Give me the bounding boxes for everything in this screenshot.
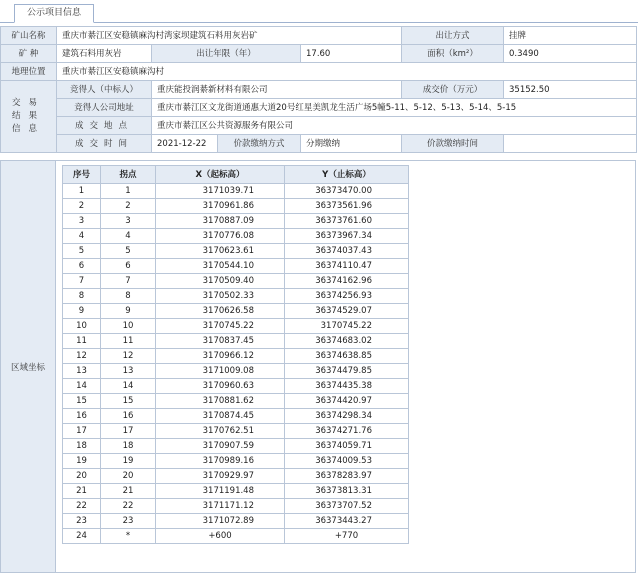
point-cell: 16 bbox=[101, 409, 156, 424]
term-label: 出让年限（年） bbox=[152, 45, 301, 63]
x-cell: 3170966.12 bbox=[156, 349, 285, 364]
table-row bbox=[63, 229, 409, 244]
table-row bbox=[63, 439, 409, 454]
row-location bbox=[1, 63, 637, 81]
y-cell: 36373707.52 bbox=[285, 499, 409, 514]
seq-cell: 24 bbox=[63, 529, 101, 544]
seq-cell: 10 bbox=[63, 319, 101, 334]
x-cell: 3171039.71 bbox=[156, 184, 285, 199]
mineral-value: 建筑石料用灰岩 bbox=[57, 45, 152, 63]
seq-cell: 9 bbox=[63, 304, 101, 319]
seq-cell: 12 bbox=[63, 349, 101, 364]
coordinates-table bbox=[62, 165, 409, 544]
seq-cell: 5 bbox=[63, 244, 101, 259]
point-cell: * bbox=[101, 529, 156, 544]
pay-method-value: 分期缴纳 bbox=[301, 135, 402, 153]
y-cell: 36374420.97 bbox=[285, 394, 409, 409]
seq-cell: 13 bbox=[63, 364, 101, 379]
point-cell: 11 bbox=[101, 334, 156, 349]
point-cell: 19 bbox=[101, 454, 156, 469]
table-row bbox=[63, 424, 409, 439]
y-cell: 36373761.60 bbox=[285, 214, 409, 229]
price-value: 35152.50 bbox=[504, 81, 637, 99]
table-row bbox=[63, 394, 409, 409]
deal-place-label: 成交地点 bbox=[57, 117, 152, 135]
bidder-address-value: 重庆市綦江区文龙街道通惠大道20号红星美凯龙生活广场5幢5-11、5-12、5-13、5-14、5-15 bbox=[152, 99, 637, 117]
x-cell: 3170762.51 bbox=[156, 424, 285, 439]
mine-name-label: 矿山名称 bbox=[1, 27, 57, 45]
y-cell: 36374037.43 bbox=[285, 244, 409, 259]
table-row bbox=[63, 529, 409, 544]
y-cell: 36374059.71 bbox=[285, 439, 409, 454]
seq-cell: 18 bbox=[63, 439, 101, 454]
deal-time-value: 2021-12-22 bbox=[152, 135, 218, 153]
x-cell: 3170961.86 bbox=[156, 199, 285, 214]
y-cell: 36374271.76 bbox=[285, 424, 409, 439]
point-cell: 9 bbox=[101, 304, 156, 319]
y-cell: 36373813.31 bbox=[285, 484, 409, 499]
transfer-method-label: 出让方式 bbox=[402, 27, 504, 45]
row-deal-place bbox=[1, 117, 637, 135]
x-cell: 3170887.09 bbox=[156, 214, 285, 229]
x-cell: 3170907.59 bbox=[156, 439, 285, 454]
y-cell: 36374683.02 bbox=[285, 334, 409, 349]
y-cell: 36374479.85 bbox=[285, 364, 409, 379]
seq-cell: 6 bbox=[63, 259, 101, 274]
y-cell: 36374529.07 bbox=[285, 304, 409, 319]
point-cell: 17 bbox=[101, 424, 156, 439]
point-cell: 13 bbox=[101, 364, 156, 379]
y-cell: 36374638.85 bbox=[285, 349, 409, 364]
point-cell: 22 bbox=[101, 499, 156, 514]
region-coordinates-label: 区域坐标 bbox=[0, 160, 56, 573]
x-cell: 3170626.58 bbox=[156, 304, 285, 319]
y-cell: 36374435.38 bbox=[285, 379, 409, 394]
point-cell: 18 bbox=[101, 439, 156, 454]
x-cell: 3171009.08 bbox=[156, 364, 285, 379]
seq-cell: 7 bbox=[63, 274, 101, 289]
result-label: 交易结果信息 bbox=[1, 81, 57, 153]
seq-cell: 11 bbox=[63, 334, 101, 349]
point-cell: 6 bbox=[101, 259, 156, 274]
x-cell: 3170874.45 bbox=[156, 409, 285, 424]
seq-cell: 8 bbox=[63, 289, 101, 304]
seq-cell: 23 bbox=[63, 514, 101, 529]
area-label: 面积（km²） bbox=[402, 45, 504, 63]
point-cell: 1 bbox=[101, 184, 156, 199]
transfer-method-value: 挂牌 bbox=[504, 27, 637, 45]
table-row bbox=[63, 274, 409, 289]
x-cell: 3171072.89 bbox=[156, 514, 285, 529]
x-cell: 3170989.16 bbox=[156, 454, 285, 469]
table-row bbox=[63, 334, 409, 349]
pay-time-value bbox=[504, 135, 637, 153]
seq-cell: 2 bbox=[63, 199, 101, 214]
price-label: 成交价（万元） bbox=[402, 81, 504, 99]
pay-time-label: 价款缴纳时间 bbox=[402, 135, 504, 153]
project-info-table bbox=[0, 26, 637, 153]
seq-cell: 14 bbox=[63, 379, 101, 394]
table-row bbox=[63, 364, 409, 379]
table-row bbox=[63, 304, 409, 319]
y-cell: 36374009.53 bbox=[285, 454, 409, 469]
seq-cell: 3 bbox=[63, 214, 101, 229]
coordinates-body bbox=[63, 184, 409, 544]
term-value: 17.60 bbox=[301, 45, 402, 63]
x-cell: 3171171.12 bbox=[156, 499, 285, 514]
point-cell: 20 bbox=[101, 469, 156, 484]
point-cell: 21 bbox=[101, 484, 156, 499]
pay-method-label: 价款缴纳方式 bbox=[218, 135, 301, 153]
tab-public-project-info[interactable]: 公示项目信息 bbox=[14, 4, 94, 23]
table-row bbox=[63, 319, 409, 334]
seq-cell: 17 bbox=[63, 424, 101, 439]
point-cell: 15 bbox=[101, 394, 156, 409]
area-value: 0.3490 bbox=[504, 45, 637, 63]
x-cell: 3170776.08 bbox=[156, 229, 285, 244]
table-row bbox=[63, 184, 409, 199]
deal-time-label: 成交时间 bbox=[57, 135, 152, 153]
row-mine-name bbox=[1, 27, 637, 45]
point-cell: 4 bbox=[101, 229, 156, 244]
y-cell: 36373470.00 bbox=[285, 184, 409, 199]
row-bidder bbox=[1, 81, 637, 99]
y-cell: 36373561.96 bbox=[285, 199, 409, 214]
header-x: X（起标高） bbox=[156, 166, 285, 184]
seq-cell: 22 bbox=[63, 499, 101, 514]
point-cell: 5 bbox=[101, 244, 156, 259]
deal-place-value: 重庆市綦江区公共资源服务有限公司 bbox=[152, 117, 637, 135]
y-cell: 36378283.97 bbox=[285, 469, 409, 484]
location-label: 地理位置 bbox=[1, 63, 57, 81]
point-cell: 14 bbox=[101, 379, 156, 394]
y-cell: 3170745.22 bbox=[285, 319, 409, 334]
table-row bbox=[63, 379, 409, 394]
point-cell: 10 bbox=[101, 319, 156, 334]
seq-cell: 21 bbox=[63, 484, 101, 499]
point-cell: 3 bbox=[101, 214, 156, 229]
row-bidder-address bbox=[1, 99, 637, 117]
y-cell: +770 bbox=[285, 529, 409, 544]
x-cell: 3171191.48 bbox=[156, 484, 285, 499]
point-cell: 7 bbox=[101, 274, 156, 289]
point-cell: 2 bbox=[101, 199, 156, 214]
x-cell: 3170623.61 bbox=[156, 244, 285, 259]
header-seq: 序号 bbox=[63, 166, 101, 184]
x-cell: 3170502.33 bbox=[156, 289, 285, 304]
bidder-label: 竞得人（中标人） bbox=[57, 81, 152, 99]
table-row bbox=[63, 349, 409, 364]
coordinates-header-row bbox=[63, 166, 409, 184]
point-cell: 12 bbox=[101, 349, 156, 364]
seq-cell: 15 bbox=[63, 394, 101, 409]
y-cell: 36374256.93 bbox=[285, 289, 409, 304]
table-row bbox=[63, 514, 409, 529]
tab-bar bbox=[0, 0, 638, 23]
table-row bbox=[63, 484, 409, 499]
seq-cell: 1 bbox=[63, 184, 101, 199]
x-cell: 3170544.10 bbox=[156, 259, 285, 274]
x-cell: 3170745.22 bbox=[156, 319, 285, 334]
point-cell: 8 bbox=[101, 289, 156, 304]
point-cell: 23 bbox=[101, 514, 156, 529]
table-row bbox=[63, 454, 409, 469]
seq-cell: 20 bbox=[63, 469, 101, 484]
table-row bbox=[63, 499, 409, 514]
y-cell: 36373443.27 bbox=[285, 514, 409, 529]
seq-cell: 16 bbox=[63, 409, 101, 424]
bidder-value: 重庆能投润綦新材料有限公司 bbox=[152, 81, 402, 99]
table-row bbox=[63, 244, 409, 259]
table-row bbox=[63, 199, 409, 214]
table-row bbox=[63, 409, 409, 424]
y-cell: 36373967.34 bbox=[285, 229, 409, 244]
x-cell: 3170837.45 bbox=[156, 334, 285, 349]
x-cell: 3170960.63 bbox=[156, 379, 285, 394]
seq-cell: 19 bbox=[63, 454, 101, 469]
location-value: 重庆市綦江区安稳镇麻沟村 bbox=[57, 63, 637, 81]
y-cell: 36374110.47 bbox=[285, 259, 409, 274]
y-cell: 36374298.34 bbox=[285, 409, 409, 424]
mine-name-value: 重庆市綦江区安稳镇麻沟村湾家坝建筑石料用灰岩矿 bbox=[57, 27, 402, 45]
table-row bbox=[63, 289, 409, 304]
x-cell: 3170881.62 bbox=[156, 394, 285, 409]
table-row bbox=[63, 469, 409, 484]
header-y: Y（止标高） bbox=[285, 166, 409, 184]
x-cell: +600 bbox=[156, 529, 285, 544]
bidder-address-label: 竞得人公司地址 bbox=[57, 99, 152, 117]
x-cell: 3170509.40 bbox=[156, 274, 285, 289]
table-row bbox=[63, 259, 409, 274]
header-point: 拐点 bbox=[101, 166, 156, 184]
table-row bbox=[63, 214, 409, 229]
row-deal-time bbox=[1, 135, 637, 153]
seq-cell: 4 bbox=[63, 229, 101, 244]
row-mineral bbox=[1, 45, 637, 63]
y-cell: 36374162.96 bbox=[285, 274, 409, 289]
mineral-label: 矿 种 bbox=[1, 45, 57, 63]
x-cell: 3170929.97 bbox=[156, 469, 285, 484]
